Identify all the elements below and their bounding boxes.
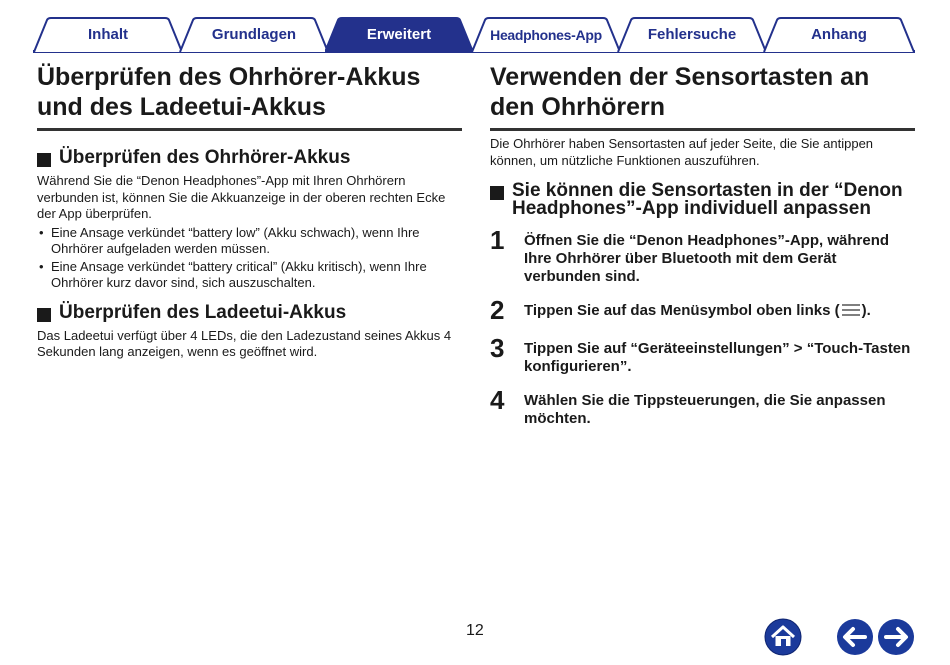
bullet-icon: • bbox=[39, 224, 44, 240]
arrow-left-icon bbox=[836, 618, 874, 656]
arrow-right-icon bbox=[877, 618, 915, 656]
section-square-icon bbox=[37, 308, 51, 322]
left-title-line1: Überprüfen des Ohrhörer-Akkus bbox=[37, 63, 421, 91]
tab-inhalt[interactable] bbox=[33, 17, 183, 52]
tab-bar bbox=[0, 0, 950, 56]
steps-list bbox=[490, 226, 915, 428]
tab-label: Grundlagen bbox=[211, 26, 297, 43]
section-heading-earbud-battery bbox=[37, 149, 462, 167]
menu-icon bbox=[841, 303, 861, 322]
earbud-battery-body: Während Sie die “Denon Headphones”-App mit Ihren Ohrhörern verbunden ist, können Sie die Akkuanzeige in der oberen rechten Ecke der App überprüfen. bbox=[37, 173, 446, 221]
step-text: Tippen Sie auf “Geräteeinstellungen” > “Touch-Tasten konfigurieren”. bbox=[524, 340, 911, 375]
tab-headphones-app[interactable] bbox=[471, 17, 621, 52]
step-number: 4 bbox=[490, 385, 505, 415]
step-2 bbox=[490, 296, 915, 324]
section-heading-line1: Sie können die Sensortasten in der “Denon bbox=[512, 180, 903, 201]
tab-label: Fehlersuche bbox=[647, 26, 737, 43]
step-4 bbox=[490, 386, 915, 428]
case-battery-body: Das Ladeetui verfügt über 4 LEDs, die den Ladezustand seines Akkus 4 Sekunden lang anzeigen, wenn es geöffnet wird. bbox=[37, 327, 452, 359]
bullet-text: Eine Ansage verkündet “battery low” (Akku schwach), wenn Ihre Ohrhörer aufgeladen werden müssen. bbox=[51, 224, 420, 256]
tab-fehlersuche[interactable] bbox=[617, 17, 767, 52]
step-number: 1 bbox=[490, 225, 505, 255]
tab-erweitert[interactable] bbox=[325, 17, 473, 52]
home-button[interactable] bbox=[764, 618, 802, 656]
section-square-icon bbox=[37, 153, 51, 167]
right-title-line2: den Ohrhörern bbox=[490, 93, 666, 121]
home-icon bbox=[764, 618, 802, 656]
step-text: Wählen Sie die Tippsteuerungen, die Sie anpassen möchten. bbox=[524, 392, 886, 427]
step-3 bbox=[490, 334, 915, 376]
section-square-icon bbox=[490, 186, 504, 200]
tab-anhang[interactable] bbox=[763, 17, 915, 52]
tab-label: Erweitert bbox=[366, 26, 432, 43]
tab-label: Anhang bbox=[811, 26, 867, 43]
sensor-keys-intro: Die Ohrhörer haben Sensortasten auf jeder Seite, die Sie antippen können, um nützliche Funktionen auszuführen. bbox=[490, 136, 874, 168]
right-title-line1: Verwenden der Sensortasten an bbox=[490, 63, 870, 91]
left-page-title bbox=[37, 62, 462, 131]
section-heading-case-battery bbox=[37, 301, 462, 323]
step-1 bbox=[490, 226, 915, 286]
step-number: 2 bbox=[490, 295, 505, 325]
list-item bbox=[37, 225, 462, 258]
step-text bbox=[524, 296, 871, 322]
right-column bbox=[490, 62, 915, 438]
bullet-icon: • bbox=[39, 258, 44, 274]
section-heading-line2: Headphones”-App individuell anpassen bbox=[512, 198, 871, 219]
step-text-before: Tippen Sie auf das Menüsymbol oben links ( bbox=[524, 302, 840, 319]
tab-grundlagen[interactable] bbox=[179, 17, 329, 52]
step-number: 3 bbox=[490, 333, 505, 363]
forward-button[interactable] bbox=[877, 618, 915, 656]
step-text: Öffnen Sie die “Denon Headphones”-App, während Ihre Ohrhörer über Bluetooth mit dem Gerät verbunden sind. bbox=[524, 232, 890, 285]
left-column bbox=[37, 62, 462, 361]
section-heading-customize bbox=[490, 182, 915, 218]
section-heading-text: Überprüfen des Ohrhörer-Akkus bbox=[59, 147, 351, 168]
tab-label: Inhalt bbox=[88, 26, 128, 43]
page-number: 12 bbox=[466, 622, 484, 639]
tab-label: Headphones-App bbox=[490, 26, 602, 43]
bullet-text: Eine Ansage verkündet “battery critical” (Akku kritisch), wenn Ihre Ohrhörer kurz davor sind, sich auszuschalten. bbox=[51, 258, 427, 290]
left-title-line2: und des Ladeetui-Akkus bbox=[37, 93, 326, 121]
section-heading-text: Überprüfen des Ladeetui-Akkus bbox=[59, 301, 347, 323]
list-item bbox=[37, 259, 462, 292]
right-page-title bbox=[490, 62, 915, 131]
back-button[interactable] bbox=[836, 618, 874, 656]
earbud-battery-bullets bbox=[37, 225, 462, 292]
step-text-after: ). bbox=[861, 302, 871, 319]
